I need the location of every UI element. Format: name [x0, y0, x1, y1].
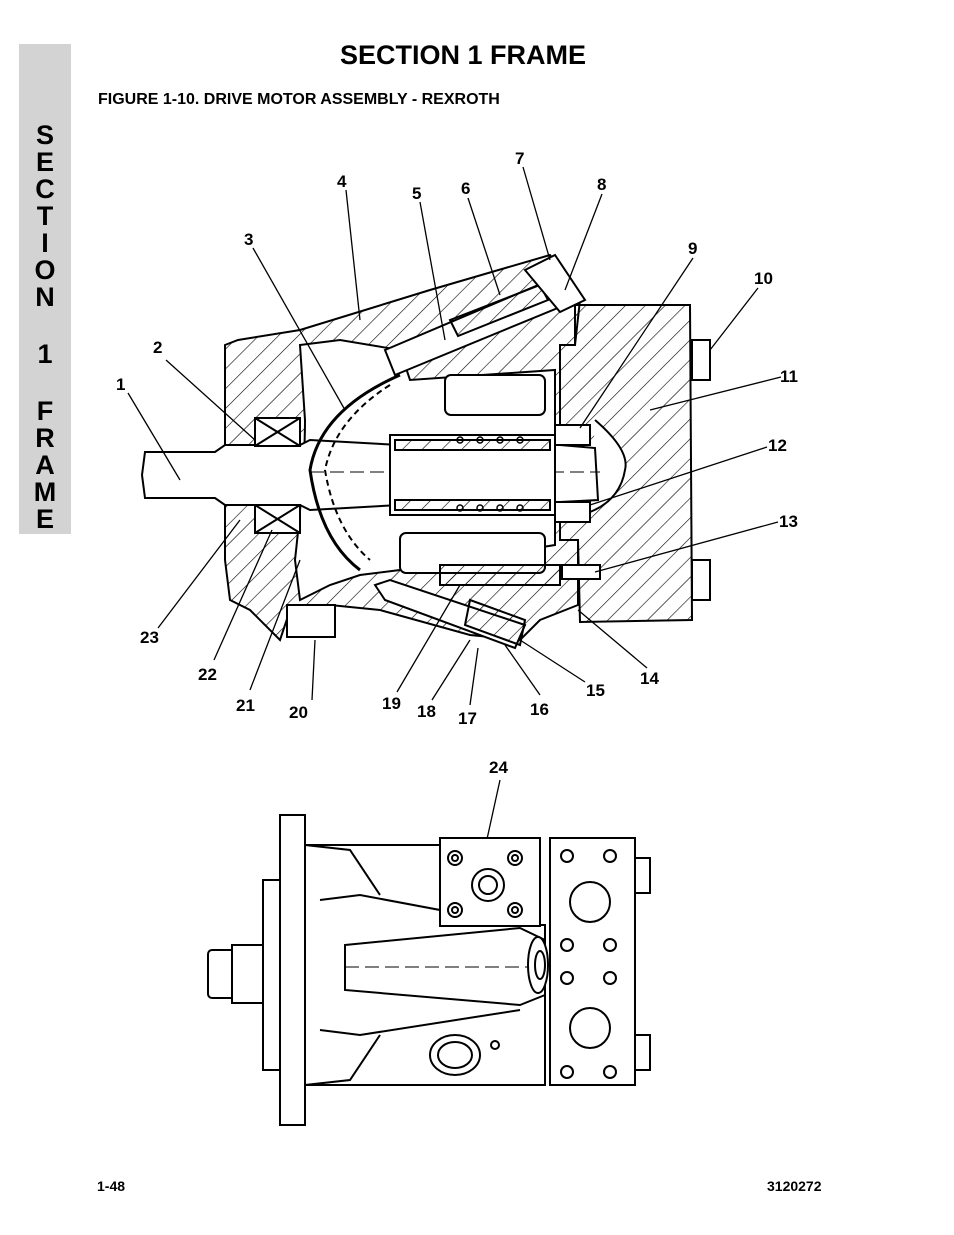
- side-tab-letter: N: [35, 282, 55, 312]
- callout-3: 3: [244, 230, 254, 249]
- side-tab-letter: E: [35, 147, 54, 177]
- callout-17: 17: [458, 709, 477, 728]
- side-tab-letter: O: [34, 255, 56, 285]
- callout-23: 23: [140, 628, 159, 647]
- side-tab-letter: A: [35, 450, 55, 480]
- callout-10: 10: [754, 269, 773, 288]
- callout-12: 12: [768, 436, 787, 455]
- callout-2: 2: [153, 338, 163, 357]
- side-tab-letter: 1: [37, 339, 53, 369]
- motor-cross-section: [142, 255, 710, 648]
- callout-21: 21: [236, 696, 255, 715]
- callout-22: 22: [198, 665, 217, 684]
- callout-5: 5: [412, 184, 422, 203]
- side-tab-letter: S: [35, 120, 54, 150]
- section-title: SECTION 1 FRAME: [339, 40, 587, 70]
- page-number: 1-48: [97, 1178, 126, 1194]
- callout-19: 19: [382, 694, 401, 713]
- callout-9: 9: [688, 239, 698, 258]
- callout-7: 7: [515, 149, 525, 168]
- document-number: 3120272: [767, 1178, 822, 1194]
- callout-4: 4: [337, 172, 347, 191]
- side-tab-letter: F: [36, 396, 54, 426]
- side-tab-letter: R: [35, 423, 55, 453]
- callout-14: 14: [640, 669, 659, 688]
- motor-external-view: [208, 815, 650, 1125]
- callout-11: 11: [780, 367, 798, 386]
- callout-15: 15: [586, 681, 605, 700]
- side-tab-letter: C: [35, 174, 55, 204]
- callout-18: 18: [417, 702, 436, 721]
- callout-24: 24: [489, 758, 508, 777]
- callout-20: 20: [289, 703, 308, 722]
- side-tab-letter: E: [35, 504, 54, 534]
- side-tab-letter: M: [33, 477, 57, 507]
- side-tab-letter: I: [41, 228, 49, 258]
- callout-13: 13: [779, 512, 798, 531]
- figure-title: FIGURE 1-10. DRIVE MOTOR ASSEMBLY - REXROTH: [98, 91, 500, 108]
- callout-6: 6: [461, 179, 471, 198]
- callout-1: 1: [116, 375, 126, 394]
- side-tab-letter: T: [36, 201, 54, 231]
- callout-8: 8: [597, 175, 607, 194]
- callout-16: 16: [530, 700, 549, 719]
